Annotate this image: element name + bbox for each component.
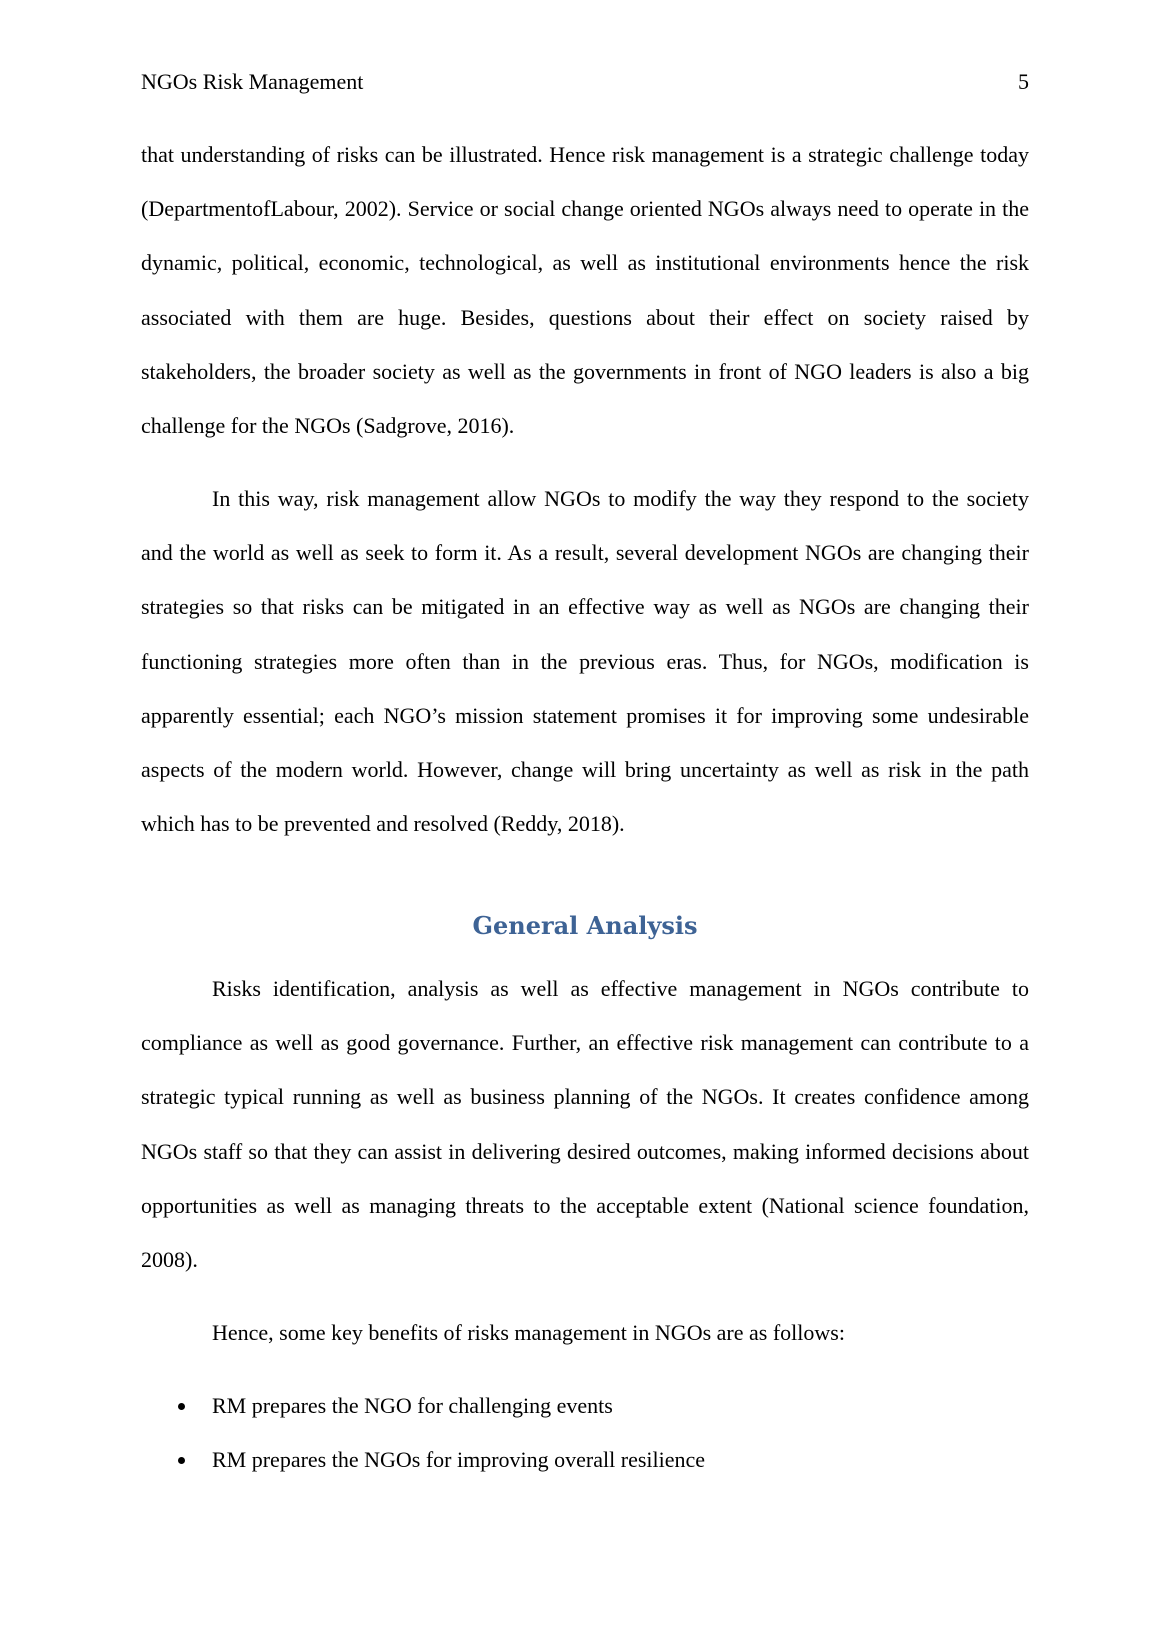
list-item-text: RM prepares the NGOs for improving overall resilience <box>212 1447 706 1473</box>
list-item <box>141 1433 1029 1487</box>
page-number: 5 <box>1018 69 1029 94</box>
bullet-icon <box>178 1457 185 1464</box>
body-paragraph: In this way, risk management allow NGOs to modify the way they respond to the society and the world as well as seek to form it. As a result, several development NGOs are changing their strategies so that risks can be mitigated in an effective way as well as NGOs are changing their functioning strategies more often than in the previous eras. Thus, for NGOs, modification is apparently essential; each NGO’s mission statement promises it for improving some undesirable aspects of the modern world. However, change will bring uncertainty as well as risk in the path which has to be prevented and resolved (Reddy, 2018). <box>141 486 1029 837</box>
body-paragraph: that understanding of risks can be illustrated. Hence risk management is a strategic challenge today (DepartmentofLabour, 2002). Service or social change oriented NGOs always need to operate in the dynamic, political, economic, technological, as well as institutional environments hence the risk associated with them are huge. Besides, questions about their effect on society raised by stakeholders, the broader society as well as the governments in front of NGO leaders is also a big challenge for the NGOs (Sadgrove, 2016). <box>141 142 1029 439</box>
list-item <box>141 1379 1029 1433</box>
list-intro-paragraph: Hence, some key benefits of risks management in NGOs are as follows: <box>212 1320 845 1345</box>
list-item-text: RM prepares the NGO for challenging events <box>212 1393 613 1418</box>
bullet-icon <box>178 1403 185 1410</box>
section-heading: General Analysis <box>472 911 698 940</box>
running-head: NGOs Risk Management <box>141 69 364 94</box>
body-paragraph: Risks identification, analysis as well as effective management in NGOs contribute to compliance as well as good governance. Further, an effective risk management can contribute to a strategic typical running as well as business planning of the NGOs. It creates confidence among NGOs staff so that they can assist in delivering desired outcomes, making informed decisions about opportunities as well as managing threats to the acceptable extent (National science foundation, 2008). <box>141 976 1029 1273</box>
benefits-list <box>141 1379 1029 1487</box>
